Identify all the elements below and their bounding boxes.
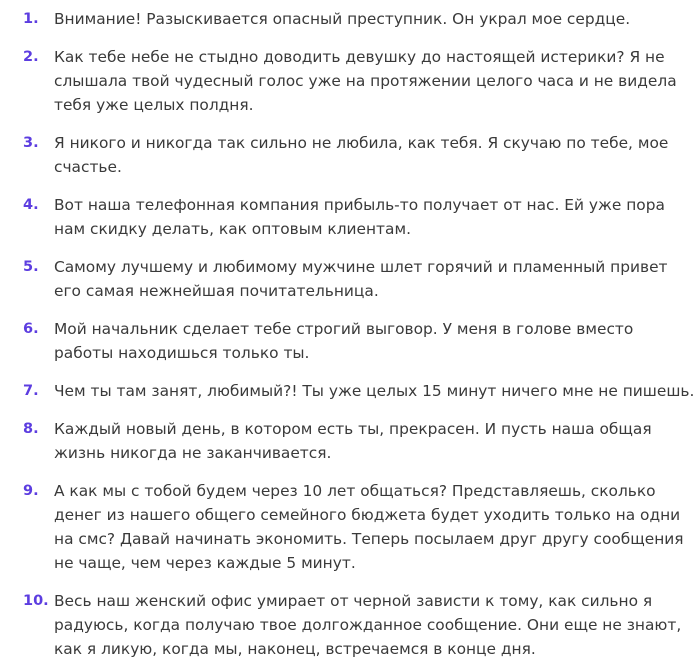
item-number: 9.	[23, 483, 39, 499]
list-item	[0, 255, 700, 303]
item-text: Мой начальник сделает тебе строгий выговор. У меня в голове вместо работы находишься только ты.	[54, 320, 634, 362]
list-item	[0, 589, 700, 661]
item-text: Самому лучшему и любимому мужчине шлет горячий и пламенный привет его самая нежнейшая почитательница.	[54, 258, 668, 300]
item-text: Весь наш женский офис умирает от черной зависти к тому, как сильно я радуюсь, когда получаю твое долгожданное сообщение. Они еще не знают, как я ликую, когда мы, наконец, встречаемся в конце дня.	[54, 592, 682, 658]
item-text: Каждый новый день, в котором есть ты, прекрасен. И пусть наша общая жизнь никогда не заканчивается.	[54, 420, 652, 462]
item-number: 2.	[23, 49, 39, 65]
item-number: 10.	[23, 593, 49, 609]
list-item	[0, 379, 700, 403]
item-number: 4.	[23, 197, 39, 213]
item-text: А как мы с тобой будем через 10 лет общаться? Представляешь, сколько денег из нашего общего семейного бюджета будет уходить только на одни на смс? Давай начинать экономить. Теперь посылаем друг другу сообщения не чаще, чем через каждые 5 минут.	[54, 482, 684, 572]
item-number: 1.	[23, 11, 39, 27]
list-item	[0, 7, 700, 31]
item-text: Вот наша телефонная компания прибыль-то получает от нас. Ей уже пора нам скидку делать, как оптовым клиентам.	[54, 196, 665, 238]
item-number: 8.	[23, 421, 39, 437]
list-item	[0, 479, 700, 575]
list-item	[0, 417, 700, 465]
item-number: 5.	[23, 259, 39, 275]
item-number: 3.	[23, 135, 39, 151]
item-number: 6.	[23, 321, 39, 337]
item-text: Чем ты там занят, любимый?! Ты уже целых 15 минут ничего мне не пишешь.	[54, 382, 695, 400]
list-item	[0, 45, 700, 117]
item-number: 7.	[23, 383, 39, 399]
item-text: Как тебе небе не стыдно доводить девушку до настоящей истерики? Я не слышала твой чудесный голос уже на протяжении целого часа и не видела тебя уже целых полдня.	[54, 48, 677, 114]
list-item	[0, 131, 700, 179]
item-text: Внимание! Разыскивается опасный преступник. Он украл мое сердце.	[54, 10, 631, 28]
item-text: Я никого и никогда так сильно не любила, как тебя. Я скучаю по тебе, мое счастье.	[54, 134, 669, 176]
list-item	[0, 317, 700, 365]
list-item	[0, 193, 700, 241]
